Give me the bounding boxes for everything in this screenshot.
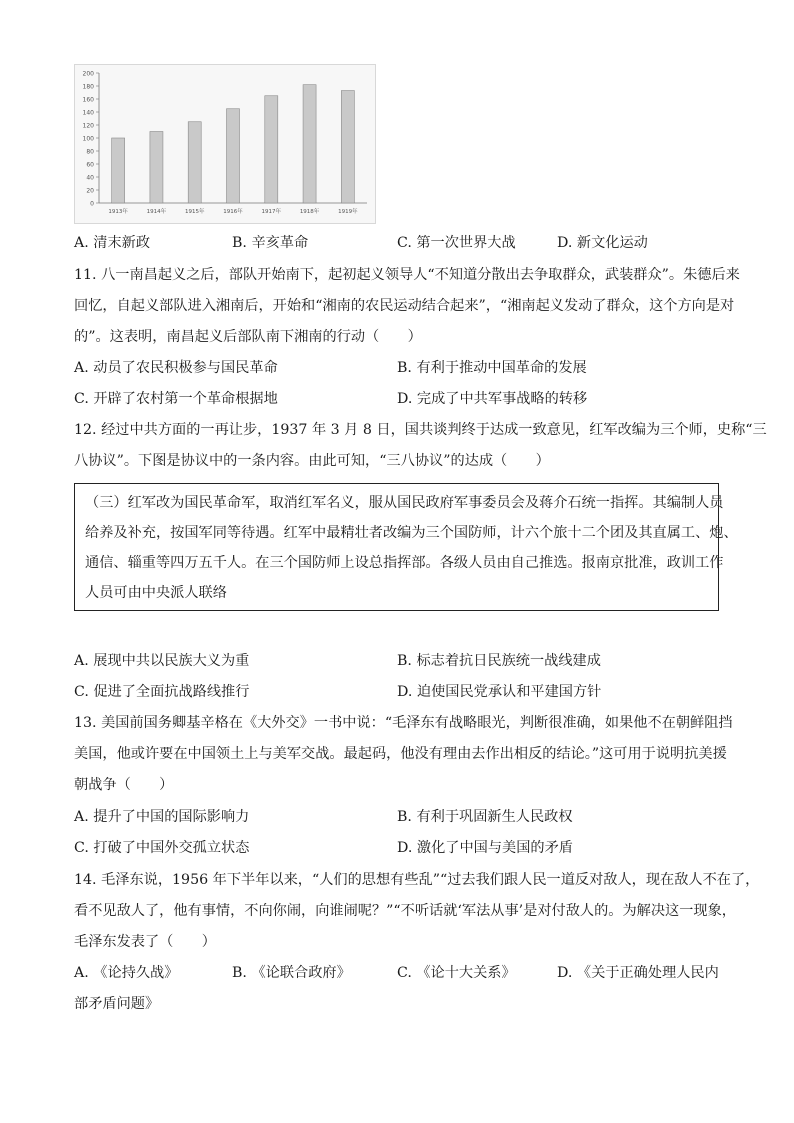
q14-option-d[interactable]: D. 《关于正确处理人民内 [557,965,719,981]
q10-option-c[interactable]: C. 第一次世界大战 [397,235,516,251]
q13-option-a[interactable]: A. 提升了中国的国际影响力 [74,809,250,825]
q14-stem-line-2: 看不见敌人了，他有事情，不向你闹，向谁闹呢？”“不听话就‘军法从事’是对付敌人的。为解决这一现象， [74,903,736,919]
q12-box-line-2: 给养及补充，按国军同等待遇。红军中最精壮者改编为三个国防师，计六个旅十二个团及其直属工、炮、 [85,525,738,541]
q12-box-line-1: （三）红军改为国民革命军，取消红军名义，服从国民政府军事委员会及蒋介石统一指挥。其编制人员 [85,495,724,511]
y-tick-label: 0 [90,200,94,208]
y-tick-label: 80 [86,148,94,156]
q12-box-line-3: 通信、辎重等四万五千人。在三个国防师上设总指挥部。各级人员由自己推选。报南京批准，政训工作 [85,555,724,571]
q11-option-d[interactable]: D. 完成了中共军事战略的转移 [397,391,588,407]
y-tick-label: 140 [82,109,94,117]
q14-option-c[interactable]: C. 《论十大关系》 [397,965,516,981]
q13-stem-line-2: 美国，他或许要在中国领土上与美军交战。最起码，他没有理由去作出相反的结论。”这可用于说明抗美援 [74,746,727,762]
q12-option-b[interactable]: B. 标志着抗日民族统一战线建成 [397,653,601,669]
q11-option-b[interactable]: B. 有利于推动中国革命的发展 [397,360,587,376]
x-tick-label: 1917年 [261,209,282,215]
bar-1917年 [265,96,278,203]
q14-stem-line-1: 14. 毛泽东说，1956 年下半年以来，“人们的思想有些乱”“过去我们跟人民一道反对敌人，现在敌人不在了， [74,872,760,888]
q11-stem-line-2: 回忆，自起义部队进入湘南后，开始和“湘南的农民运动结合起来”，“湘南起义发动了群众，这个方向是对 [74,298,735,314]
q12-option-d[interactable]: D. 迫使国民党承认和平建国方针 [397,684,602,700]
bar-1919年 [341,91,354,203]
q14-stem-line-3: 毛泽东发表了（ ） [74,934,216,950]
q13-option-d[interactable]: D. 激化了中国与美国的矛盾 [397,840,573,856]
y-tick-label: 160 [82,96,94,104]
q14-option-b[interactable]: B. 《论联合政府》 [232,965,351,981]
y-tick-label: 60 [86,161,94,169]
q12-stem-line-1: 12. 经过中共方面的一再让步，1937 年 3 月 8 日，国共谈判终于达成一致意见，红军改编为三个师，史称“三 [74,422,767,438]
q10-option-a[interactable]: A. 清末新政 [74,235,151,251]
y-tick-label: 40 [86,174,94,182]
q14-option-d-continued: 部矛盾问题》 [74,996,160,1012]
q12-source-box [74,483,738,611]
x-tick-label: 1915年 [184,209,205,215]
x-tick-label: 1916年 [223,209,243,215]
y-tick-label: 100 [82,135,94,143]
bar-1913年 [112,138,125,203]
x-tick-label: 1918年 [299,209,320,215]
q12-stem-line-2: 八协议”。下图是协议中的一条内容。由此可知，“三八协议”的达成（ ） [74,453,550,469]
q12-box-line-4: 人员可由中央派人联络 [85,585,227,601]
q11-option-c[interactable]: C. 开辟了农村第一个革命根据地 [74,391,278,407]
q12-option-c[interactable]: C. 促进了全面抗战路线推行 [74,684,250,700]
q11-stem-line-3: 的”。这表明，南昌起义后部队南下湘南的行动（ ） [74,329,422,345]
x-tick-label: 1913年 [108,209,128,215]
q14-option-a[interactable]: A. 《论持久战》 [74,965,179,981]
y-tick-label: 200 [82,70,94,78]
q13-option-b[interactable]: B. 有利于巩固新生人民政权 [397,809,573,825]
bar-1918年 [303,85,316,203]
bar-1915年 [188,122,201,203]
q11-option-a[interactable]: A. 动员了农民积极参与国民革命 [74,360,278,376]
q12-option-a[interactable]: A. 展现中共以民族大义为重 [74,653,250,669]
q10-option-d[interactable]: D. 新文化运动 [557,235,648,251]
x-tick-label: 1919年 [338,209,358,215]
bar-1914年 [150,132,163,204]
q11-stem-line-1: 11. 八一南昌起义之后，部队开始南下，起初起义领导人“不知道分散出去争取群众，武装群众”。朱德后来 [74,267,740,283]
x-tick-label: 1914年 [146,209,167,215]
y-tick-label: 180 [82,83,94,91]
q13-stem-line-1: 13. 美国前国务卿基辛格在《大外交》一书中说：“毛泽东有战略眼光，判断很准确，如果他不在朝鲜阻挡 [74,715,733,731]
q13-option-c[interactable]: C. 打破了中国外交孤立状态 [74,840,250,856]
bar-1916年 [226,109,239,203]
bar-chart [74,64,376,224]
y-tick-label: 20 [86,187,94,195]
y-tick-label: 120 [82,122,94,130]
bar-chart-svg [75,65,375,223]
q13-stem-line-3: 朝战争（ ） [74,777,174,793]
q10-option-b[interactable]: B. 辛亥革命 [232,235,309,251]
